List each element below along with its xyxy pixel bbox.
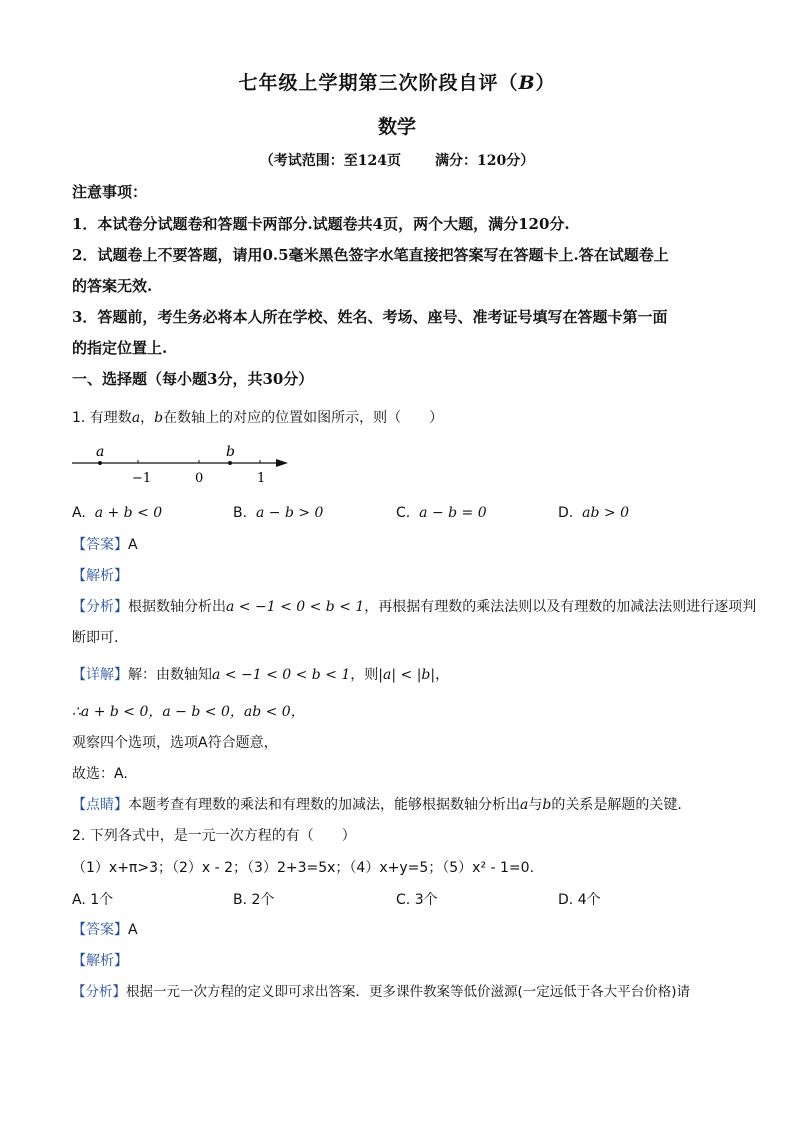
number-line-arrow (276, 459, 288, 467)
point-a (98, 461, 102, 465)
q1-detail: 【详解】解：由数轴知a < −1 < 0 < b < 1，则|a| < |b|， (72, 667, 450, 683)
notes-heading: 注意事项： (72, 183, 148, 201)
q1-fenxi: 【分析】根据数轴分析出a < −1 < 0 < b < 1，再根据有理数的乘法法则以及有理数的加减法法则进行逐项判 (72, 599, 757, 615)
label-a: a (96, 444, 105, 460)
q2-analysis-tag: 【解析】 (72, 953, 128, 969)
q1-fenxi-cont: 断即可. (72, 630, 119, 646)
q2-answer: 【答案】A (72, 922, 138, 938)
q1-option-a: A. a + b < 0 (72, 505, 163, 521)
tick-label-minus-1: −1 (132, 471, 152, 486)
label-b: b (226, 444, 235, 460)
exam-subject: 数学 (377, 116, 416, 138)
q2-option-b: B. 2个 (233, 892, 275, 908)
q1-therefore: ∴a + b < 0，a − b < 0，ab < 0， (72, 704, 305, 720)
q1-stem: 1. 有理数a，b在数轴上的对应的位置如图所示，则（ ） (72, 410, 444, 426)
q1-option-b: B. a − b > 0 (233, 505, 324, 521)
q1-option-d: D. ab > 0 (558, 505, 629, 521)
q2-items: （1）x+π>3；（2）x - 2；（3）2+3=5x；（4）x+y=5；（5）x² - 1=0. (72, 860, 535, 876)
q1-option-c: C. a − b = 0 (396, 505, 487, 521)
section-heading: 一、选择题（每小题3分，共30分） (72, 370, 314, 388)
note-2a: 2．试题卷上不要答题，请用0.5毫米黑色签字水笔直接把答案写在答题卡上.答在试题卷上 (72, 246, 669, 264)
number-line (72, 440, 302, 486)
tick-label-0: 0 (195, 471, 204, 486)
q1-analysis-tag: 【解析】 (72, 568, 128, 584)
q2-option-a: A. 1个 (72, 892, 114, 908)
q2-fenxi: 【分析】根据一元一次方程的定义即可求出答案．更多课件教案等低价滋源(一定远低于各大平台价格)请 (72, 984, 691, 1000)
q2-option-c: C. 3个 (396, 892, 438, 908)
q2-option-d: D. 4个 (558, 892, 601, 908)
note-3a: 3．答题前，考生务必将本人所在学校、姓名、考场、座号、准考证号填写在答题卡第一面 (72, 308, 668, 326)
point-b (228, 461, 232, 465)
q1-answer: 【答案】A (72, 537, 138, 553)
q1-choose: 故选：A. (72, 766, 128, 782)
tick-label-1: 1 (257, 471, 266, 486)
note-2b: 的答案无效. (72, 277, 153, 295)
note-3b: 的指定位置上. (72, 339, 168, 357)
exam-title: 七年级上学期第三次阶段自评（B） (238, 72, 556, 94)
note-1: 1．本试卷分试题卷和答题卡两部分.试题卷共4页，两个大题，满分120分. (72, 215, 570, 233)
q1-comment: 【点睛】本题考查有理数的乘法和有理数的加减法，能够根据数轴分析出a与b的关系是解题的关键. (72, 797, 682, 813)
exam-meta: （考试范围：至124页 满分：120分） (259, 153, 535, 169)
q1-observe: 观察四个选项，选项A符合题意， (72, 735, 278, 751)
q2-stem: 2. 下列各式中，是一元一次方程的有（ ） (72, 828, 356, 844)
